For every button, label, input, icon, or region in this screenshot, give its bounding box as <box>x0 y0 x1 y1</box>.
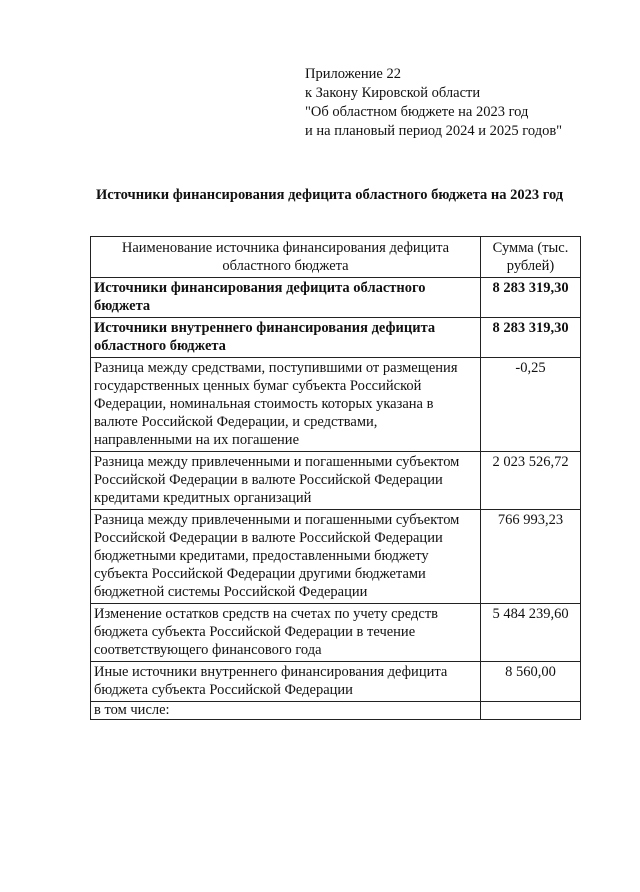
row-name-cell: Разница между привлеченными и погашенными субъектом Российской Федерации в валюте Российской Федерации кредитами кредитных организаций <box>91 452 481 510</box>
row-name-cell: Разница между привлеченными и погашенными субъектом Российской Федерации в валюте Российской Федерации бюджетными кредитами, предоставленными бюджету субъекта Российской Федерации другими бюджетами бюджетной системы Российской Федерации <box>91 510 481 604</box>
table-row <box>91 318 581 358</box>
table-row <box>91 510 581 604</box>
table-row <box>91 358 581 452</box>
row-name-cell: Разница между средствами, поступившими от размещения государственных ценных бумаг субъекта Российской Федерации, номинальная стоимость которых указана в валюте Российской Федерации, и средствами, направленными на их погашение <box>91 358 481 452</box>
table-row <box>91 662 581 702</box>
table-row <box>91 452 581 510</box>
appendix-line-2: к Закону Кировской области <box>305 85 481 101</box>
appendix-line-3: "Об областном бюджете на 2023 год <box>305 104 529 120</box>
row-sum-cell: -0,25 <box>481 358 581 452</box>
row-name-cell: Иные источники внутреннего финансирования дефицита бюджета субъекта Российской Федерации <box>91 662 481 702</box>
row-name-cell: Источники внутреннего финансирования дефицита областного бюджета <box>91 318 481 358</box>
table-row <box>91 702 581 720</box>
appendix-line-1: Приложение 22 <box>305 66 401 82</box>
financing-sources-table <box>90 236 581 720</box>
row-sum-cell: 766 993,23 <box>481 510 581 604</box>
table-row <box>91 604 581 662</box>
appendix-note <box>305 65 562 141</box>
row-sum-cell: 8 283 319,30 <box>481 318 581 358</box>
table-row <box>91 278 581 318</box>
row-name-cell: Источники финансирования дефицита областного бюджета <box>91 278 481 318</box>
row-sum-cell: 8 560,00 <box>481 662 581 702</box>
appendix-line-4: и на плановый период 2024 и 2025 годов" <box>305 123 563 139</box>
row-sum-cell: 8 283 319,30 <box>481 278 581 318</box>
row-name-cell: в том числе: <box>91 702 481 720</box>
row-sum-cell: 5 484 239,60 <box>481 604 581 662</box>
row-name-cell: Изменение остатков средств на счетах по учету средств бюджета субъекта Российской Федерации в течение соответствующего финансового года <box>91 604 481 662</box>
row-sum-cell <box>481 702 581 720</box>
document-title: Источники финансирования дефицита областного бюджета на 2023 год <box>96 187 564 203</box>
row-sum-cell: 2 023 526,72 <box>481 452 581 510</box>
header-sum-cell: Сумма (тыс. рублей) <box>481 237 581 278</box>
table-header-row <box>91 237 581 278</box>
header-name-cell: Наименование источника финансирования дефицита областного бюджета <box>91 237 481 278</box>
